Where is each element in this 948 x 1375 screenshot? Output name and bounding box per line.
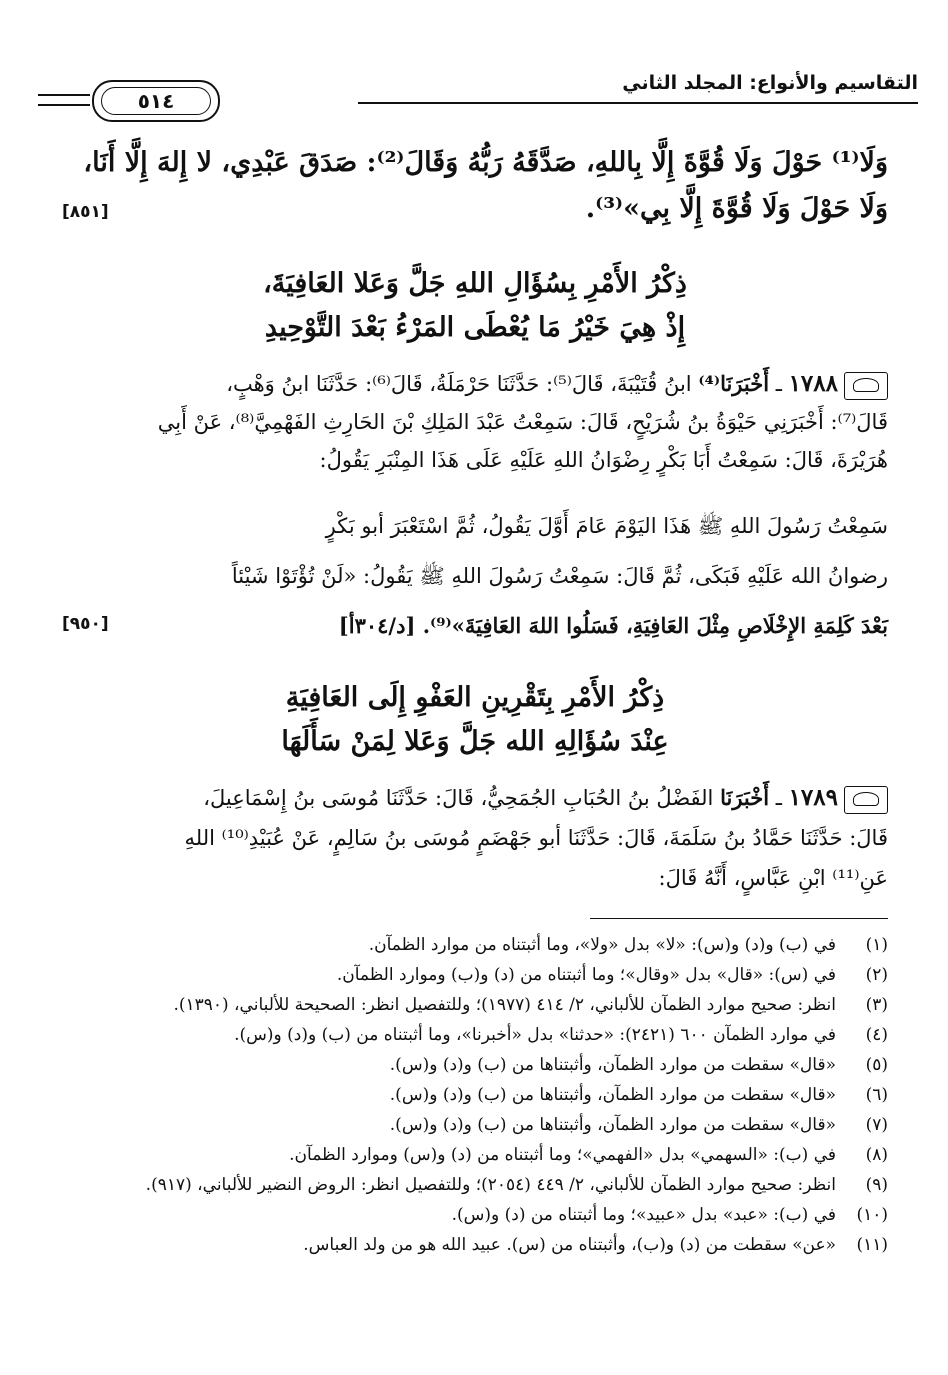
- hadith-line: رضوانُ الله عَلَيْهِ فَبَكَى، ثُمَّ قَالَ: سَمِعْتُ رَسُولَ اللهِ ﷺ يَقُولُ: «لَنْ تُؤْتَوْا شَيْئاً: [231, 564, 888, 588]
- hadith-line: ١٧٨٨ ـ أَخْبَرَنَا⁽⁴⁾ ابنُ قُتَيْبَةَ، قَالَ⁽⁵⁾: حَدَّثَنَا حَرْمَلَةُ، قَالَ⁽⁶⁾: حَدَّثَنَا ابنُ وَهْبٍ،: [62, 366, 888, 402]
- hadith-line: قَالَ: حَدَّثَنَا حَمَّادُ بنُ سَلَمَةَ، قَالَ: حَدَّثَنَا أبو جَهْضَمٍ مُوسَى بنُ سَالِمٍ، عَنْ عُبَيْدِ⁽¹⁰⁾ اللهِ: [184, 826, 888, 850]
- paragraph-line: وَلَا حَوْلَ وَلَا قُوَّةَ إِلَّا بِي»⁽³⁾.: [585, 193, 888, 224]
- footnote: [62, 1080, 888, 1110]
- footnote: [62, 930, 888, 960]
- footnote-text: «قال» سقطت من موارد الظمآن، وأثبتناها من (ب) و(د) و(س).: [389, 1115, 836, 1135]
- footnote: [62, 960, 888, 990]
- hadith-marker-icon: [844, 372, 888, 400]
- hadith-number: ١٧٨٩: [788, 784, 838, 811]
- footnote-text: «عن» سقطت من (د) و(ب)، وأثبتناه من (س). عبيد الله هو من ولد العباس.: [303, 1235, 836, 1255]
- running-title: التقاسيم والأنواع: المجلد الثاني: [622, 72, 918, 94]
- hadith-intro: أَخْبَرَنَا: [720, 785, 770, 810]
- footnote: [62, 1050, 888, 1080]
- footnote-text: «قال» سقطت من موارد الظمآن، وأثبتناها من (ب) و(د) و(س).: [389, 1085, 836, 1105]
- footnote-text: انظر: صحيح موارد الظمآن للألباني، ٢/ ٤٤٩ (٢٠٥٤)؛ وللتفصيل انظر: الروض النضير للألباني، (٩١٧).: [145, 1175, 836, 1195]
- hadith-line: بَعْدَ كَلِمَةِ الإِخْلَاصِ مِثْلَ العَافِيَةِ، فَسَلُوا اللهَ العَافِيَةَ»⁽⁹⁾. [د/٣٠٤أ]: [338, 613, 888, 638]
- footnote-number: (٥): [865, 1055, 888, 1075]
- hadith-line: قَالَ⁽⁷⁾: أَخْبَرَنِي حَيْوَةُ بنُ شُرَيْحٍ، قَالَ: سَمِعْتُ عَبْدَ المَلِكِ بْنَ الحَارِثِ الفَهْمِيَّ⁽⁸⁾، عَنْ أَبِي: [157, 410, 888, 434]
- footnote: [62, 1140, 888, 1170]
- footnote-text: في (ب) و(د) و(س): «لا» بدل «ولا»، وما أثبتناه من موارد الظمآن.: [368, 935, 836, 955]
- footnote-number: (١٠): [856, 1205, 888, 1225]
- hadith-intro: أَخْبَرَنَا⁽⁴⁾: [698, 371, 770, 396]
- footnote: [62, 1170, 888, 1200]
- hadith-line: ١٧٨٩ ـ أَخْبَرَنَا الفَضْلُ بنُ الحُبَابِ الجُمَحِيُّ، قَالَ: حَدَّثَنَا مُوسَى بنُ إِسْمَاعِيلَ،: [62, 780, 888, 816]
- hadith-text: الفَضْلُ بنُ الحُبَابِ الجُمَحِيُّ، قَالَ: حَدَّثَنَا مُوسَى بنُ إِسْمَاعِيلَ،: [203, 786, 714, 810]
- header-double-line: [38, 94, 90, 106]
- hadith-marker-icon: [844, 786, 888, 814]
- page-header: [38, 66, 918, 126]
- reference-number: [٨٥١]: [62, 202, 109, 222]
- header-rule: [358, 102, 918, 104]
- footnote: [62, 990, 888, 1020]
- section-heading: عِنْدَ سُؤَالِهِ الله جَلَّ وَعَلا لِمَنْ سَأَلَهَا: [281, 726, 669, 757]
- footnote-separator: [590, 918, 888, 919]
- hadith-line: عَنِ⁽¹¹⁾ ابْنِ عَبَّاسٍ، أَنَّهُ قَالَ:: [658, 866, 888, 890]
- footnote-text: في (س): «قال» بدل «وقال»؛ وما أثبتناه من (د) و(ب) وموارد الظمآن.: [336, 965, 836, 985]
- footnote: [62, 1020, 888, 1050]
- section-heading: ذِكْرُ الأَمْرِ بِتَقْرِينِ العَفْوِ إِلَى العَافِيَةِ: [285, 682, 665, 713]
- footnotes: [62, 930, 888, 1260]
- footnote-text: «قال» سقطت من موارد الظمآن، وأثبتناها من (ب) و(د) و(س).: [389, 1055, 836, 1075]
- footnote-number: (١): [865, 935, 888, 955]
- footnote-number: (٣): [865, 995, 888, 1015]
- footnote-text: في موارد الظمآن ٦٠٠ (٢٤٢١): «حدثنا» بدل «أخبرنا»، وما أثبتناه من (ب) و(د) و(س).: [234, 1025, 836, 1045]
- footnote-number: (٨): [865, 1145, 888, 1165]
- footnote: [62, 1110, 888, 1140]
- footnote-number: (٤): [865, 1025, 888, 1045]
- footnote-number: (٢): [865, 965, 888, 985]
- footnote-text: في (ب): «عبد» بدل «عبيد»؛ وما أثبتناه من (د) و(س).: [451, 1205, 836, 1225]
- section-heading: ذِكْرُ الأَمْرِ بِسُؤَالِ اللهِ جَلَّ وَعَلا العَافِيَةَ،: [263, 268, 687, 299]
- footnote-text: في (ب): «السهمي» بدل «الفهمي»؛ وما أثبتناه من (د) و(س) وموارد الظمآن.: [289, 1145, 836, 1165]
- section-heading: إِذْ هِيَ خَيْرُ مَا يُعْطَى المَرْءُ بَعْدَ التَّوْحِيدِ: [264, 312, 686, 343]
- reference-number: [٩٥٠]: [62, 614, 109, 634]
- hadith-line: سَمِعْتُ رَسُولَ اللهِ ﷺ هَذَا اليَوْمَ عَامَ أَوَّلَ يَقُولُ، ثُمَّ اسْتَعْبَرَ أبو بَكْرٍ: [325, 514, 888, 538]
- footnote: [62, 1230, 888, 1260]
- footnote-number: (٧): [865, 1115, 888, 1135]
- footnote: [62, 1200, 888, 1230]
- hadith-line: هُرَيْرَةَ، قَالَ: سَمِعْتُ أَبَا بَكْرٍ رِضْوَانُ اللهِ عَلَيْهِ عَلَى هَذَا المِنْبَرِ يَقُولُ:: [319, 448, 888, 472]
- footnote-text: انظر: صحيح موارد الظمآن للألباني، ٢/ ٤١٤ (١٩٧٧)؛ وللتفصيل انظر: الصحيحة للألباني، (١٣٩٠).: [173, 995, 836, 1015]
- paragraph-line: وَلَا⁽¹⁾ حَوْلَ وَلَا قُوَّةَ إِلَّا بِاللهِ، صَدَّقَهُ رَبُّهُ وَقَالَ⁽²⁾: صَدَقَ عَبْدِي، لا إِلهَ إِلَّا أَنَا،: [83, 147, 888, 178]
- footnote-number: (٩): [865, 1175, 888, 1195]
- page-number-frame: [92, 80, 220, 122]
- footnote-number: (١١): [856, 1235, 888, 1255]
- footnote-number: (٦): [865, 1085, 888, 1105]
- hadith-number: ١٧٨٨: [788, 370, 838, 397]
- hadith-text: ابنُ قُتَيْبَةَ، قَالَ⁽⁵⁾: حَدَّثَنَا حَرْمَلَةُ، قَالَ⁽⁶⁾: حَدَّثَنَا ابنُ وَهْبٍ،: [226, 372, 692, 396]
- page-number: ٥١٤: [101, 87, 211, 115]
